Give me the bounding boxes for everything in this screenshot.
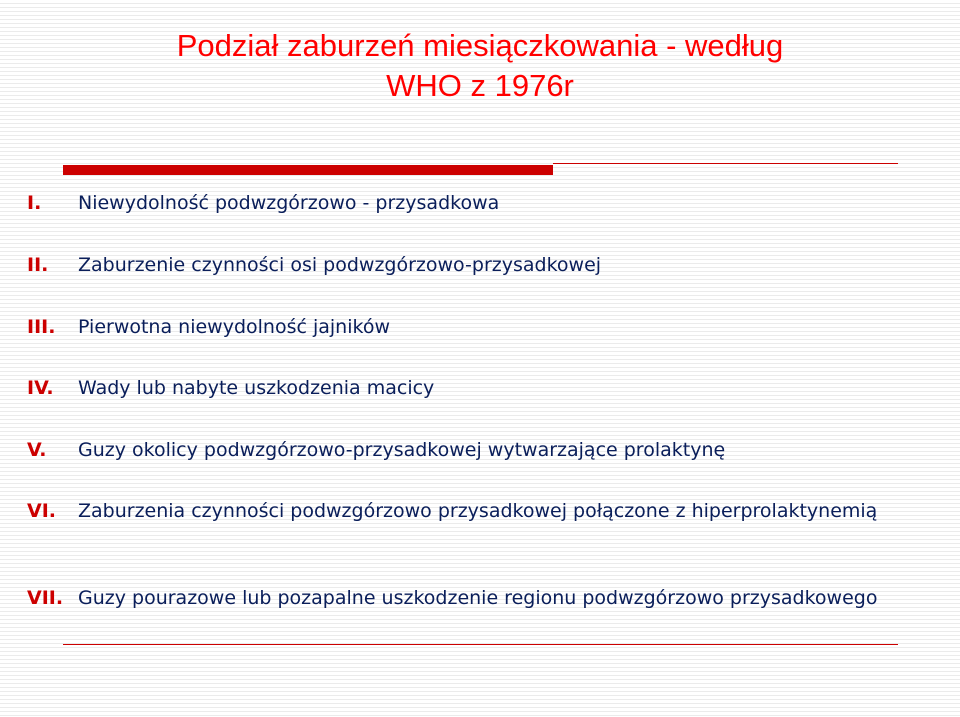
list-item-text: Zaburzenia czynności podwzgórzowo przysadkowej połączone z hiperprolaktynemią [78,500,878,522]
list-item-number: I. [27,192,42,214]
list-item [27,375,937,401]
list-item [27,585,937,611]
title-divider-thick [63,165,553,175]
list-item [27,190,937,216]
list-item [27,437,937,463]
slide-title [0,26,960,106]
list-item-number: V. [27,439,47,461]
list-item-number: III. [27,316,56,338]
list-item-number: VII. [27,587,64,609]
list-item-number: VI. [27,500,56,522]
list-item-number: IV. [27,377,54,399]
title-divider-thin [553,163,898,164]
list-item-text: Zaburzenie czynności osi podwzgórzowo-przysadkowej [78,254,602,276]
list-item-text: Guzy okolicy podwzgórzowo-przysadkowej wytwarzające prolaktynę [78,439,726,461]
slide-title-line-1: Podział zaburzeń miesiączkowania - według [176,28,784,63]
list-item [27,314,937,340]
list-item-text: Wady lub nabyte uszkodzenia macicy [78,377,435,399]
list-item [27,252,937,278]
list-item-number: II. [27,254,49,276]
list-item-text: Pierwotna niewydolność jajników [78,316,390,338]
list-item-text: Niewydolność podwzgórzowo - przysadkowa [78,192,500,214]
bottom-divider [63,644,898,645]
list-item-text: Guzy pourazowe lub pozapalne uszkodzenie regionu podwzgórzowo przysadkowego [78,587,878,609]
list-item [27,498,937,524]
slide-title-line-2: WHO z 1976r [386,68,574,103]
